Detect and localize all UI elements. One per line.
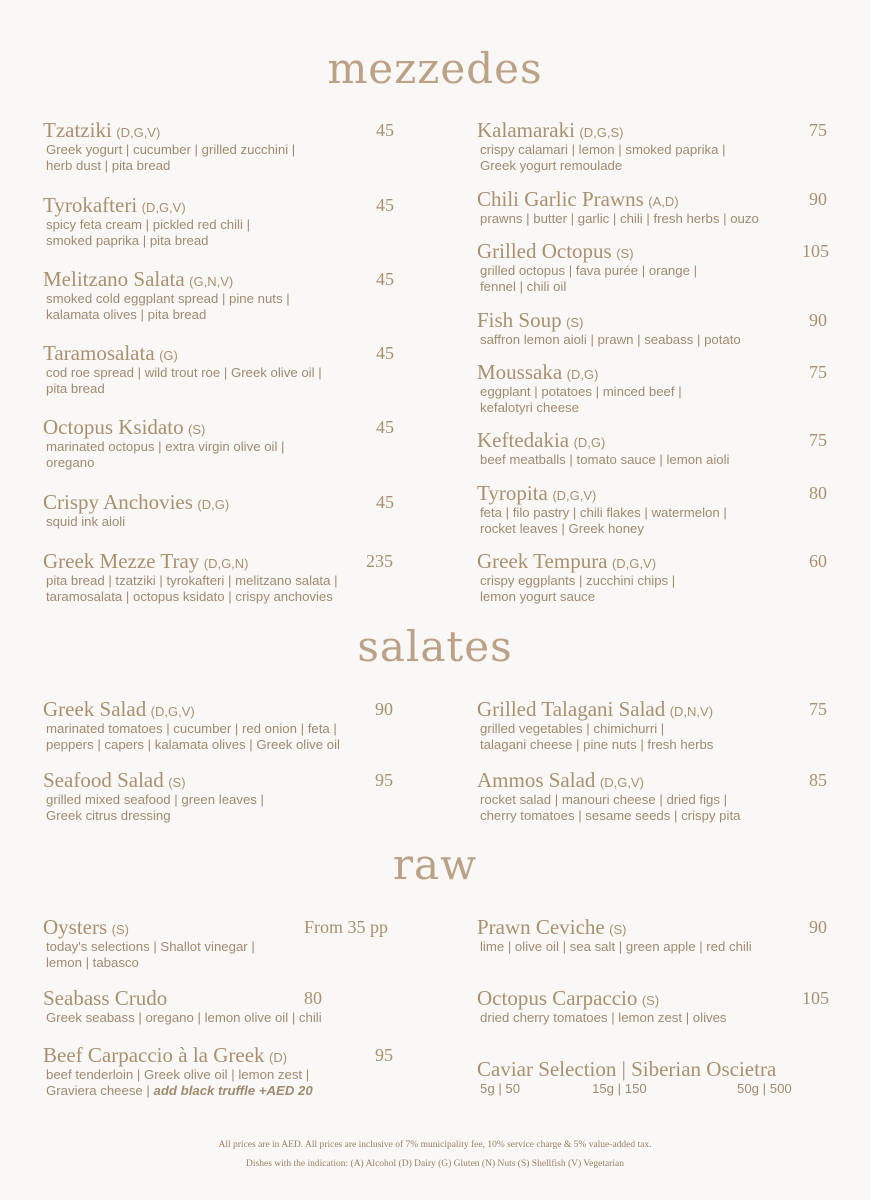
caviar-portion-price: 15g | 150: [592, 1081, 647, 1096]
item-name: Melitzano Salata: [43, 267, 185, 291]
item-description-line: Greek seabass | oregano | lemon olive oil | chili: [46, 1010, 322, 1025]
menu-item-keftedakia: [477, 428, 827, 468]
item-price: 45: [376, 343, 394, 363]
menu-item-caviar-selection-siberian-oscietra: [477, 1057, 807, 1097]
section-title-salates: salates: [357, 622, 513, 671]
menu-item-melitzano-salata: [43, 267, 394, 323]
allergen-tag: (S): [168, 775, 186, 790]
item-price: 80: [809, 483, 827, 503]
footer-prices-note: All prices are in AED. All prices are inclusive of 7% municipality fee, 10% service charge & 5% value-added tax.: [218, 1140, 652, 1150]
item-name: Seafood Salad: [43, 768, 164, 792]
item-name: Keftedakia: [477, 428, 570, 452]
allergen-tag: (S): [188, 422, 206, 437]
item-price: 75: [809, 430, 827, 450]
item-description-line: lemon yogurt sauce: [480, 589, 596, 604]
menu-item-tyrokafteri: [43, 193, 394, 249]
item-price: 45: [376, 195, 394, 215]
menu-item-ammos-salad: [477, 768, 827, 824]
item-price: 45: [376, 417, 394, 437]
item-name: Caviar Selection | Siberian Oscietra: [477, 1057, 777, 1081]
item-name: Chili Garlic Prawns: [477, 187, 644, 211]
allergen-tag: (D,G,S): [579, 125, 624, 140]
menu-item-oysters: [43, 915, 389, 971]
allergen-tag: (G,N,V): [189, 274, 234, 289]
item-description-line: Greek citrus dressing: [46, 808, 171, 823]
allergen-tag: (D,G): [573, 435, 606, 450]
allergen-tag: (D,G,V): [150, 704, 195, 719]
allergen-tag: (D,G,V): [141, 200, 186, 215]
item-price: 105: [802, 241, 829, 261]
item-price: From 35 pp: [304, 917, 389, 937]
menu-item-kalamaraki: [477, 118, 827, 174]
item-name: Tzatziki: [43, 118, 112, 142]
menu-item-tzatziki: [43, 118, 394, 174]
menu-item-seabass-crudo: [43, 986, 322, 1026]
item-description-line: spicy feta cream | pickled red chili |: [46, 217, 251, 232]
allergen-tag: (D,G,V): [611, 556, 657, 571]
item-price: 75: [809, 120, 827, 140]
item-name: Kalamaraki: [477, 118, 575, 142]
footer-allergen-legend: Dishes with the indication: (A) Alcohol (D) Dairy (G) Gluten (N) Nuts (S) Shellfish (V) Vegetarian: [246, 1159, 624, 1169]
allergen-tag: (S): [111, 922, 129, 937]
item-description-line: today's selections | Shallot vinegar |: [46, 939, 255, 954]
item-name: Tyrokafteri: [43, 193, 138, 217]
item-price: 85: [809, 770, 827, 790]
item-description-line: beef tenderloin | Greek olive oil | lemon zest |: [46, 1067, 310, 1082]
menu-item-beef-carpaccio-a-la-greek: [43, 1043, 393, 1099]
item-description-line: eggplant | potatoes | minced beef |: [480, 384, 682, 399]
item-name: Crispy Anchovies: [43, 490, 193, 514]
allergen-tag: (D,G): [566, 367, 599, 382]
allergen-tag: (D,G,N): [203, 556, 249, 571]
menu-item-greek-mezze-tray: [43, 549, 393, 605]
item-description-line: lime | olive oil | sea salt | green apple | red chili: [480, 939, 752, 954]
item-description-line: kalamata olives | pita bread: [46, 307, 207, 322]
item-price: 90: [809, 310, 827, 330]
item-description-line: oregano: [46, 455, 95, 470]
menu-item-octopus-ksidato: [43, 415, 394, 471]
item-description-line: marinated tomatoes | cucumber | red onion | feta |: [46, 721, 337, 736]
item-description-line: grilled octopus | fava purée | orange |: [480, 263, 698, 278]
item-description-line: rocket leaves | Greek honey: [480, 521, 644, 536]
item-name: Grilled Octopus: [477, 239, 612, 263]
allergen-tag: (D,G,V): [599, 775, 644, 790]
item-price: 105: [802, 988, 829, 1008]
caviar-portion-price: 50g | 500: [737, 1081, 792, 1096]
menu-item-seafood-salad: [43, 768, 393, 824]
item-price: 75: [809, 362, 827, 382]
allergen-tag: (A,D): [648, 194, 679, 209]
caviar-portion-price: 5g | 50: [480, 1081, 521, 1096]
item-description-line: kefalotyri cheese: [480, 400, 579, 415]
menu-item-prawn-ceviche: [477, 915, 827, 955]
item-name: Greek Tempura: [477, 549, 608, 573]
item-description-line: lemon | tabasco: [46, 955, 139, 970]
item-description-line: talagani cheese | pine nuts | fresh herbs: [480, 737, 714, 752]
menu-item-crispy-anchovies: [43, 490, 394, 530]
section-title-mezzedes: mezzedes: [327, 44, 543, 93]
menu-item-tyropita: [477, 481, 827, 537]
allergen-tag: (S): [641, 993, 660, 1008]
menu-item-greek-tempura: [477, 549, 827, 605]
item-name: Tyropita: [477, 481, 548, 505]
allergen-tag: (D,G): [197, 497, 230, 512]
item-description-line: pita bread: [46, 381, 105, 396]
item-description-line: pita bread | tzatziki | tyrokafteri | melitzano salata |: [46, 573, 338, 588]
item-price: 45: [376, 492, 394, 512]
item-name: Beef Carpaccio à la Greek: [43, 1043, 265, 1067]
item-price: 60: [809, 551, 827, 571]
item-description-line: herb dust | pita bread: [46, 158, 171, 173]
allergen-tag: (S): [616, 246, 634, 261]
item-name: Ammos Salad: [477, 768, 596, 792]
allergen-tag: (G): [159, 348, 178, 363]
item-price: 75: [809, 699, 827, 719]
item-description-line: squid ink aioli: [46, 514, 126, 529]
item-price: 95: [375, 1045, 393, 1065]
item-description-line: grilled mixed seafood | green leaves |: [46, 792, 264, 807]
item-price: 45: [376, 269, 394, 289]
item-description-line: Greek yogurt | cucumber | grilled zucchini |: [46, 142, 296, 157]
item-description-line: cod roe spread | wild trout roe | Greek olive oil |: [46, 365, 322, 380]
menu-item-grilled-talagani-salad: [477, 697, 827, 753]
menu-item-greek-salad: [43, 697, 393, 753]
item-description-line: prawns | butter | garlic | chili | fresh herbs | ouzo: [480, 211, 759, 226]
item-price: 235: [366, 551, 393, 571]
item-name: Greek Mezze Tray: [43, 549, 200, 573]
menu-item-chili-garlic-prawns: [477, 187, 827, 227]
allergen-tag: (S): [609, 922, 627, 937]
item-name: Oysters: [43, 915, 108, 939]
item-description-line: Graviera cheese |: [46, 1083, 150, 1098]
item-name: Taramosalata: [43, 341, 155, 365]
item-name: Seabass Crudo: [43, 986, 168, 1010]
menu-item-fish-soup: [477, 308, 827, 348]
item-description-line: Greek yogurt remoulade: [480, 158, 623, 173]
item-description-line: feta | filo pastry | chili flakes | watermelon |: [480, 505, 727, 520]
item-description-line: fennel | chili oil: [480, 279, 567, 294]
menu-item-taramosalata: [43, 341, 394, 397]
item-name: Greek Salad: [43, 697, 147, 721]
truffle-addon: add black truffle +AED 20: [153, 1083, 313, 1098]
menu-item-octopus-carpaccio: [477, 986, 829, 1026]
item-description-line: dried cherry tomatoes | lemon zest | olives: [480, 1010, 727, 1025]
allergen-tag: (D,G,V): [116, 125, 161, 140]
menu-item-moussaka: [477, 360, 827, 416]
item-price: 90: [809, 917, 827, 937]
item-description-line: crispy eggplants | zucchini chips |: [480, 573, 676, 588]
item-description-line: cherry tomatoes | sesame seeds | crispy pita: [480, 808, 741, 823]
item-price: 95: [375, 770, 393, 790]
allergen-tag: (D): [269, 1050, 288, 1065]
item-name: Prawn Ceviche: [477, 915, 605, 939]
item-description-line: grilled vegetables | chimichurri |: [480, 721, 665, 736]
item-name: Grilled Talagani Salad: [477, 697, 666, 721]
item-description-line: smoked paprika | pita bread: [46, 233, 209, 248]
item-description-line: saffron lemon aioli | prawn | seabass | potato: [480, 332, 741, 347]
allergen-tag: (D,G,V): [552, 488, 597, 503]
item-price: 90: [809, 189, 827, 209]
item-description-line: smoked cold eggplant spread | pine nuts |: [46, 291, 290, 306]
item-name: Octopus Ksidato: [43, 415, 184, 439]
item-description-line: marinated octopus | extra virgin olive oil |: [46, 439, 285, 454]
allergen-tag: (S): [566, 315, 584, 330]
item-name: Octopus Carpaccio: [477, 986, 638, 1010]
item-price: 80: [304, 988, 322, 1008]
item-name: Moussaka: [477, 360, 563, 384]
section-title-raw: raw: [392, 840, 478, 889]
item-description-line: rocket salad | manouri cheese | dried figs |: [480, 792, 728, 807]
item-description-line: crispy calamari | lemon | smoked paprika |: [480, 142, 726, 157]
item-description-line: peppers | capers | kalamata olives | Greek olive oil: [46, 737, 340, 752]
item-name: Fish Soup: [477, 308, 562, 332]
item-price: 45: [376, 120, 394, 140]
item-description-line: taramosalata | octopus ksidato | crispy anchovies: [46, 589, 333, 604]
allergen-tag: (D,N,V): [669, 704, 714, 719]
menu-item-grilled-octopus: [477, 239, 829, 295]
item-description-line: beef meatballs | tomato sauce | lemon aioli: [480, 452, 730, 467]
item-price: 90: [375, 699, 393, 719]
